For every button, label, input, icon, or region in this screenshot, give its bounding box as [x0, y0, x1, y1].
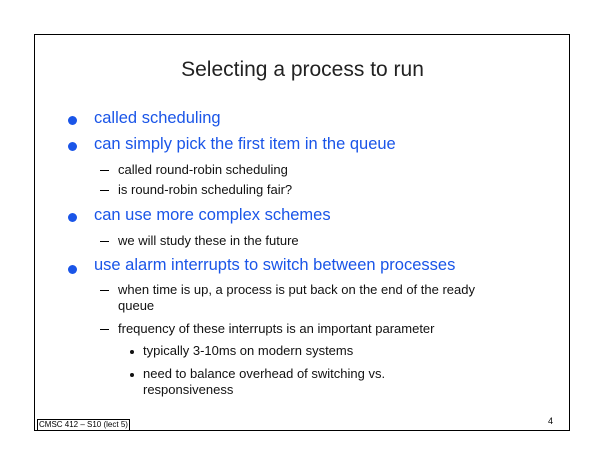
bullet-item: use alarm interrupts to switch between processes: [94, 256, 456, 274]
bullet-item: can use more complex schemes: [94, 206, 331, 224]
bullet-item: can simply pick the first item in the queue: [94, 135, 396, 153]
bullet-dot: [68, 142, 77, 151]
dash-marker: [100, 190, 109, 191]
bullet-item: called scheduling: [94, 109, 221, 127]
page-number: 4: [548, 416, 554, 426]
sub-bullet-item: we will study these in the future: [118, 233, 299, 248]
slide-title: Selecting a process to run: [181, 58, 424, 81]
sub-bullet-item: when time is up, a process is put back on the end of the ready queue: [118, 282, 475, 313]
bullet-dot: [68, 116, 77, 125]
sub-bullet-item: called round-robin scheduling: [118, 162, 288, 177]
sub-sub-bullet-dot: [130, 350, 134, 354]
dash-marker: [100, 290, 109, 291]
sub-sub-bullet-dot: [130, 373, 134, 377]
course-footer: CMSC 412 – S10 (lect 5): [39, 420, 128, 429]
dash-marker: [100, 170, 109, 171]
sub-bullet-item: is round-robin scheduling fair?: [118, 182, 293, 197]
dash-marker: [100, 329, 109, 330]
bullet-dot: [68, 213, 77, 222]
sub-sub-bullet-item: typically 3-10ms on modern systems: [143, 343, 354, 358]
bullet-dot: [68, 265, 77, 274]
sub-bullet-item: frequency of these interrupts is an important parameter: [118, 321, 435, 336]
sub-sub-bullet-item: need to balance overhead of switching vs. responsiveness: [143, 366, 386, 397]
dash-marker: [100, 241, 109, 242]
